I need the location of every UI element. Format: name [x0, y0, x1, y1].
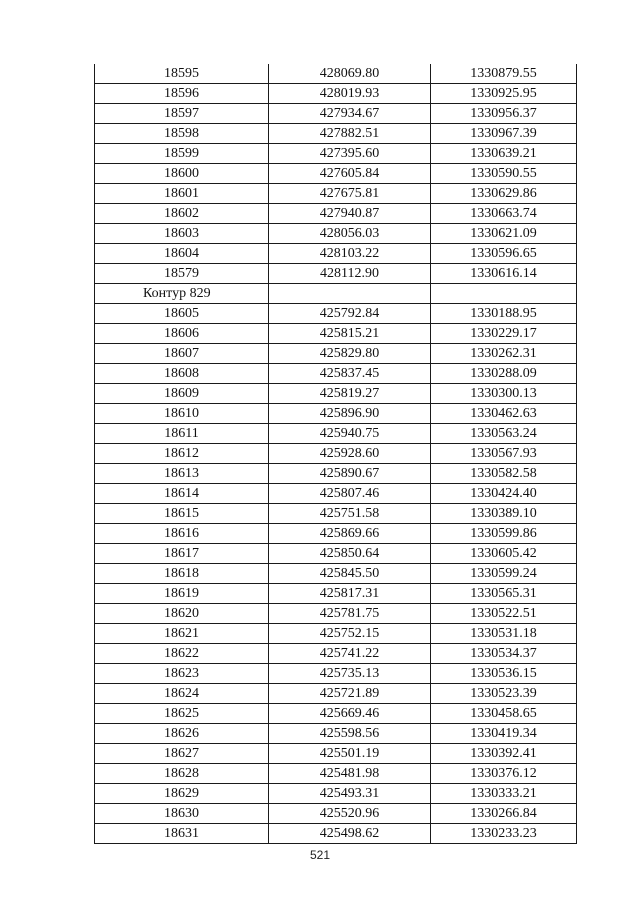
- y-coordinate-cell: 1330563.24: [431, 424, 577, 444]
- x-coordinate-cell: 428103.22: [269, 244, 431, 264]
- x-coordinate-cell: 425807.46: [269, 484, 431, 504]
- point-number-cell: 18598: [95, 124, 269, 144]
- empty-cell: [269, 284, 431, 304]
- table-row: [95, 64, 577, 84]
- y-coordinate-cell: 1330565.31: [431, 584, 577, 604]
- x-coordinate-cell: 425819.27: [269, 384, 431, 404]
- y-coordinate-cell: 1330582.58: [431, 464, 577, 484]
- y-coordinate-cell: 1330925.95: [431, 84, 577, 104]
- x-coordinate-cell: 425781.75: [269, 604, 431, 624]
- x-coordinate-cell: 427882.51: [269, 124, 431, 144]
- table-row: [95, 444, 577, 464]
- coordinates-table: [94, 64, 577, 844]
- x-coordinate-cell: 428056.03: [269, 224, 431, 244]
- x-coordinate-cell: 425815.21: [269, 324, 431, 344]
- point-number-cell: 18611: [95, 424, 269, 444]
- x-coordinate-cell: 428019.93: [269, 84, 431, 104]
- point-number-cell: 18606: [95, 324, 269, 344]
- y-coordinate-cell: 1330879.55: [431, 64, 577, 84]
- point-number-cell: 18617: [95, 544, 269, 564]
- x-coordinate-cell: 425869.66: [269, 524, 431, 544]
- y-coordinate-cell: 1330288.09: [431, 364, 577, 384]
- table-row: [95, 424, 577, 444]
- point-number-cell: 18626: [95, 724, 269, 744]
- table-row: [95, 364, 577, 384]
- table-row: [95, 764, 577, 784]
- table-row: [95, 404, 577, 424]
- table-row: [95, 564, 577, 584]
- table-row: [95, 464, 577, 484]
- x-coordinate-cell: 425493.31: [269, 784, 431, 804]
- table-row: [95, 664, 577, 684]
- y-coordinate-cell: 1330266.84: [431, 804, 577, 824]
- x-coordinate-cell: 427940.87: [269, 204, 431, 224]
- x-coordinate-cell: 425890.67: [269, 464, 431, 484]
- x-coordinate-cell: 425721.89: [269, 684, 431, 704]
- point-number-cell: 18615: [95, 504, 269, 524]
- y-coordinate-cell: 1330229.17: [431, 324, 577, 344]
- table-row: [95, 644, 577, 664]
- y-coordinate-cell: 1330967.39: [431, 124, 577, 144]
- x-coordinate-cell: 425669.46: [269, 704, 431, 724]
- x-coordinate-cell: 427934.67: [269, 104, 431, 124]
- y-coordinate-cell: 1330233.23: [431, 824, 577, 844]
- point-number-cell: 18579: [95, 264, 269, 284]
- coordinates-table-container: [94, 64, 576, 844]
- y-coordinate-cell: 1330522.51: [431, 604, 577, 624]
- table-row: [95, 504, 577, 524]
- table-row: [95, 184, 577, 204]
- point-number-cell: 18604: [95, 244, 269, 264]
- x-coordinate-cell: 425896.90: [269, 404, 431, 424]
- point-number-cell: 18630: [95, 804, 269, 824]
- x-coordinate-cell: 425837.45: [269, 364, 431, 384]
- x-coordinate-cell: 425751.58: [269, 504, 431, 524]
- x-coordinate-cell: 427395.60: [269, 144, 431, 164]
- table-row: [95, 624, 577, 644]
- point-number-cell: 18622: [95, 644, 269, 664]
- y-coordinate-cell: 1330458.65: [431, 704, 577, 724]
- y-coordinate-cell: 1330590.55: [431, 164, 577, 184]
- table-row: [95, 804, 577, 824]
- table-row: [95, 544, 577, 564]
- table-row: [95, 224, 577, 244]
- table-row: [95, 304, 577, 324]
- y-coordinate-cell: 1330567.93: [431, 444, 577, 464]
- x-coordinate-cell: 425817.31: [269, 584, 431, 604]
- point-number-cell: 18599: [95, 144, 269, 164]
- table-row: [95, 724, 577, 744]
- x-coordinate-cell: 425850.64: [269, 544, 431, 564]
- x-coordinate-cell: 425845.50: [269, 564, 431, 584]
- y-coordinate-cell: 1330376.12: [431, 764, 577, 784]
- table-row: [95, 584, 577, 604]
- x-coordinate-cell: 425498.62: [269, 824, 431, 844]
- y-coordinate-cell: 1330596.65: [431, 244, 577, 264]
- table-row: [95, 244, 577, 264]
- point-number-cell: 18623: [95, 664, 269, 684]
- point-number-cell: 18628: [95, 764, 269, 784]
- table-row: [95, 384, 577, 404]
- table-row: [95, 784, 577, 804]
- y-coordinate-cell: 1330333.21: [431, 784, 577, 804]
- table-row: [95, 124, 577, 144]
- y-coordinate-cell: 1330523.39: [431, 684, 577, 704]
- point-number-cell: 18608: [95, 364, 269, 384]
- x-coordinate-cell: 428069.80: [269, 64, 431, 84]
- point-number-cell: 18605: [95, 304, 269, 324]
- point-number-cell: 18621: [95, 624, 269, 644]
- x-coordinate-cell: 425792.84: [269, 304, 431, 324]
- y-coordinate-cell: 1330599.24: [431, 564, 577, 584]
- table-row: [95, 144, 577, 164]
- y-coordinate-cell: 1330392.41: [431, 744, 577, 764]
- coordinates-table-body: [95, 64, 577, 844]
- section-row: [95, 284, 577, 304]
- x-coordinate-cell: 425928.60: [269, 444, 431, 464]
- point-number-cell: 18625: [95, 704, 269, 724]
- table-row: [95, 484, 577, 504]
- y-coordinate-cell: 1330639.21: [431, 144, 577, 164]
- point-number-cell: 18619: [95, 584, 269, 604]
- table-row: [95, 604, 577, 624]
- y-coordinate-cell: 1330621.09: [431, 224, 577, 244]
- point-number-cell: 18607: [95, 344, 269, 364]
- x-coordinate-cell: 425481.98: [269, 764, 431, 784]
- y-coordinate-cell: 1330462.63: [431, 404, 577, 424]
- y-coordinate-cell: 1330531.18: [431, 624, 577, 644]
- y-coordinate-cell: 1330605.42: [431, 544, 577, 564]
- y-coordinate-cell: 1330424.40: [431, 484, 577, 504]
- point-number-cell: 18595: [95, 64, 269, 84]
- y-coordinate-cell: 1330616.14: [431, 264, 577, 284]
- point-number-cell: 18596: [95, 84, 269, 104]
- y-coordinate-cell: 1330188.95: [431, 304, 577, 324]
- table-row: [95, 524, 577, 544]
- y-coordinate-cell: 1330389.10: [431, 504, 577, 524]
- y-coordinate-cell: 1330262.31: [431, 344, 577, 364]
- point-number-cell: 18613: [95, 464, 269, 484]
- point-number-cell: 18618: [95, 564, 269, 584]
- y-coordinate-cell: 1330956.37: [431, 104, 577, 124]
- table-row: [95, 264, 577, 284]
- x-coordinate-cell: 427675.81: [269, 184, 431, 204]
- point-number-cell: 18629: [95, 784, 269, 804]
- y-coordinate-cell: 1330300.13: [431, 384, 577, 404]
- point-number-cell: 18614: [95, 484, 269, 504]
- point-number-cell: 18631: [95, 824, 269, 844]
- x-coordinate-cell: 428112.90: [269, 264, 431, 284]
- x-coordinate-cell: 425735.13: [269, 664, 431, 684]
- point-number-cell: 18620: [95, 604, 269, 624]
- point-number-cell: 18610: [95, 404, 269, 424]
- point-number-cell: 18612: [95, 444, 269, 464]
- x-coordinate-cell: 425829.80: [269, 344, 431, 364]
- table-row: [95, 164, 577, 184]
- page-number: 521: [309, 848, 331, 862]
- empty-cell: [431, 284, 577, 304]
- y-coordinate-cell: 1330536.15: [431, 664, 577, 684]
- x-coordinate-cell: 427605.84: [269, 164, 431, 184]
- section-label: Контур 829: [95, 284, 269, 304]
- x-coordinate-cell: 425752.15: [269, 624, 431, 644]
- point-number-cell: 18627: [95, 744, 269, 764]
- point-number-cell: 18600: [95, 164, 269, 184]
- point-number-cell: 18624: [95, 684, 269, 704]
- y-coordinate-cell: 1330534.37: [431, 644, 577, 664]
- x-coordinate-cell: 425598.56: [269, 724, 431, 744]
- table-row: [95, 684, 577, 704]
- table-row: [95, 324, 577, 344]
- x-coordinate-cell: 425940.75: [269, 424, 431, 444]
- table-row: [95, 204, 577, 224]
- point-number-cell: 18603: [95, 224, 269, 244]
- y-coordinate-cell: 1330629.86: [431, 184, 577, 204]
- point-number-cell: 18601: [95, 184, 269, 204]
- point-number-cell: 18616: [95, 524, 269, 544]
- y-coordinate-cell: 1330663.74: [431, 204, 577, 224]
- y-coordinate-cell: 1330419.34: [431, 724, 577, 744]
- x-coordinate-cell: 425520.96: [269, 804, 431, 824]
- table-row: [95, 704, 577, 724]
- y-coordinate-cell: 1330599.86: [431, 524, 577, 544]
- x-coordinate-cell: 425501.19: [269, 744, 431, 764]
- point-number-cell: 18609: [95, 384, 269, 404]
- table-row: [95, 104, 577, 124]
- table-row: [95, 744, 577, 764]
- x-coordinate-cell: 425741.22: [269, 644, 431, 664]
- point-number-cell: 18597: [95, 104, 269, 124]
- table-row: [95, 344, 577, 364]
- table-row: [95, 84, 577, 104]
- table-row: [95, 824, 577, 844]
- point-number-cell: 18602: [95, 204, 269, 224]
